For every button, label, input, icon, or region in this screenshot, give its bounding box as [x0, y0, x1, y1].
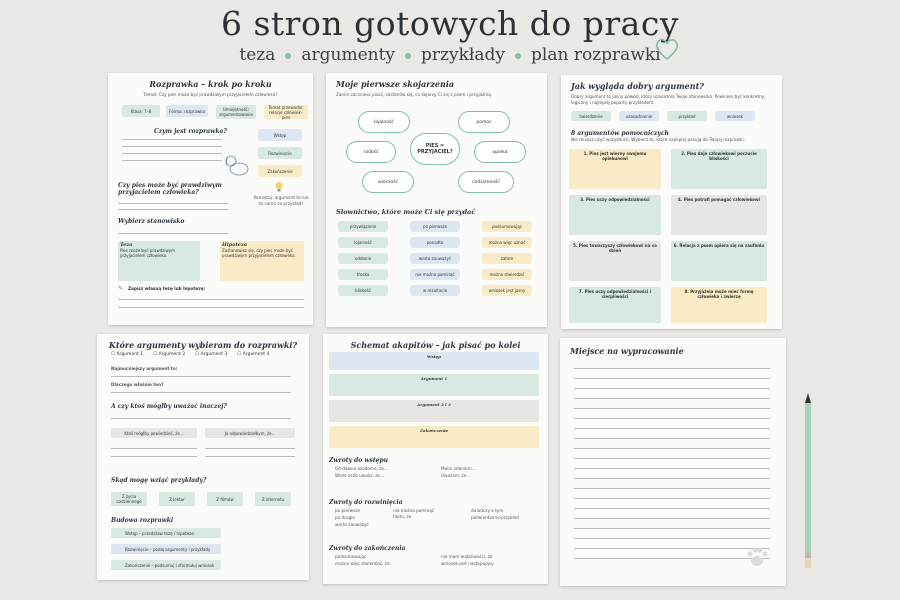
paw-icon — [744, 544, 770, 570]
vocab-chip: można więc uznać — [482, 237, 532, 248]
paragraph-block — [329, 400, 539, 422]
hypothesis-text: Zastanowisz się, czy pies może być prawdziwym przyjacielem człowieka. — [222, 248, 296, 258]
writing-line — [574, 408, 770, 409]
vocab-chip: w rezultacie — [410, 285, 460, 296]
checkbox-label: Argument 1 — [116, 352, 144, 357]
side-box: Wstęp — [258, 129, 302, 141]
pencil-icon: ✎ — [118, 285, 124, 292]
thesis-label: Teza — [120, 242, 133, 248]
writing-line — [574, 458, 770, 459]
section-heading: Zwroty do wstępu — [329, 457, 389, 464]
step-chip: przykład — [667, 111, 707, 121]
subtitle-item: przykłady — [421, 45, 506, 65]
writing-line — [574, 388, 770, 389]
worksheet-page-6 — [560, 338, 786, 586]
checkbox-label: Argument 3 — [200, 352, 228, 357]
vocab-chip: troska — [338, 269, 388, 280]
association-cloud: wierność — [362, 171, 414, 193]
vocab-chip: po pierwsze — [410, 221, 460, 232]
writing-line — [574, 538, 770, 539]
tag: Klasa: 7–8 — [122, 105, 160, 117]
argument-card: 6. Relacja z psem opiera się na zaufaniu — [671, 241, 767, 281]
vocab-chip: warto zauważyć — [410, 253, 460, 264]
field-label: Najmocniejszy argument to: — [111, 366, 178, 371]
phrase: po drugie — [335, 515, 355, 520]
write-prompt: Zapisz własną tezę lub hipotezę: — [128, 286, 206, 291]
plan-item: Zakończenie – podsumuj i sformułuj wniosek — [111, 560, 221, 570]
association-cloud: opieka — [474, 141, 526, 163]
vocab-chip: przywiązanie — [338, 221, 388, 232]
phrase: Wiele osób uważa, że… — [335, 473, 385, 478]
section-heading: 8 argumentów pomocniczych — [571, 130, 669, 137]
vocab-chip: można stwierdzić — [482, 269, 532, 280]
step-chip: twierdzenie — [571, 111, 611, 121]
writing-line — [574, 398, 770, 399]
writing-line — [574, 548, 770, 549]
phrase: potwierdza to przykład — [471, 515, 519, 520]
column-header: Ktoś mógłby powiedzieć, że... — [111, 428, 197, 438]
intro-text: Zanim zaczniesz pisać, zastanów się, co kojarzy Ci się z psem i przyjaźnią. — [336, 92, 492, 97]
tip-text: Pamiętaj: argument to nie to samo co przykład! — [253, 195, 309, 206]
phrase: warto zauważyć — [335, 522, 369, 527]
hypothesis-box — [220, 241, 304, 281]
dot-icon — [405, 53, 411, 59]
argument-checkbox[interactable]: ☐ Argument 1 — [111, 352, 144, 357]
plan-item: Wstęp – przedstaw tezę / hipotezę — [111, 528, 221, 538]
tag: Forma: rozprawka — [166, 105, 208, 117]
argument-checkbox[interactable]: ☐ Argument 2 — [153, 352, 186, 357]
dot-icon — [515, 53, 521, 59]
step-chip: wniosek — [715, 111, 755, 121]
argument-card: 1. Pies jest wierny swojemu opiekunowi — [569, 149, 661, 189]
center-cloud: PIES = PRZYJACIEL? — [410, 133, 460, 165]
checkbox-label: Argument 2 — [158, 352, 186, 357]
side-box: Rozwinięcie — [258, 147, 302, 159]
thesis-box — [118, 241, 200, 281]
source-chip: Z lektur — [159, 492, 195, 506]
hypothesis-label: Hipoteza — [222, 242, 248, 248]
side-box: Zakończenie — [258, 165, 302, 177]
association-cloud: codzienność — [458, 171, 514, 193]
writing-line — [574, 438, 770, 439]
dog-illustration-icon — [222, 151, 252, 177]
writing-line — [574, 368, 770, 369]
subtitle-item: plan rozprawki — [531, 45, 661, 65]
phrase: podsumowując — [335, 554, 367, 559]
phrase: Uważam, że… — [441, 473, 471, 478]
section-heading: Skąd mogę wziąć przykłady? — [111, 477, 207, 484]
argument-card: 2. Pies daje człowiekowi poczucie bliskości — [671, 149, 767, 189]
subtitle-item: argumenty — [301, 45, 396, 65]
argument-card: 5. Pies towarzyszy człowiekowi na co dzień — [569, 241, 661, 281]
vocab-chip: lojalność — [338, 237, 388, 248]
subtitle-item: teza — [239, 45, 276, 65]
writing-line — [574, 508, 770, 509]
argument-checkbox[interactable]: ☐ Argument 3 — [195, 352, 228, 357]
phrase: Moim zdaniem… — [441, 466, 476, 471]
section-heading: A czy ktoś mógłby uważać inaczej? — [111, 403, 227, 410]
association-cloud: lojalność — [358, 111, 410, 133]
thesis-text: Pies może być prawdziwym przyjacielem człowieka. — [120, 248, 175, 258]
phrase: można więc stwierdzić, że — [335, 561, 390, 566]
worksheet-page-3 — [561, 75, 782, 329]
block-label: Argument 1 — [420, 376, 448, 381]
argument-card: 4. Pies potrafi pomagać człowiekowi — [671, 195, 767, 235]
section-heading: Słownictwo, które może Ci się przydać — [336, 208, 476, 216]
tag: Umiejętność: argumentowanie — [216, 105, 256, 119]
pencil-icon — [804, 393, 812, 568]
association-cloud: radość — [346, 141, 396, 163]
argument-card: 8. Przyjaźnia może mieć formę człowieka i zwierzę — [671, 287, 767, 323]
paragraph-block — [329, 352, 539, 370]
source-chip: Z internetu — [255, 492, 291, 506]
writing-line — [574, 378, 770, 379]
writing-line — [574, 558, 770, 559]
writing-line — [574, 518, 770, 519]
step-chip: uzasadnienie — [619, 111, 659, 121]
page-title: Które argumenty wybieram do rozprawki? — [108, 340, 298, 350]
checkbox-row — [111, 352, 301, 357]
source-chip: Z filmów — [207, 492, 243, 506]
phrase: nie mam wątpliwości, że — [441, 554, 493, 559]
section-heading: Zwroty do zakończenia — [329, 545, 406, 552]
argument-card: 7. Pies uczy odpowiedzialności i cierpliwości — [569, 287, 661, 323]
page-title: Schemat akapitów – jak pisać po kolei — [350, 340, 521, 350]
source-chip: Z życia codziennego — [111, 492, 147, 506]
worksheet-page-4 — [97, 334, 309, 580]
worksheet-page-5 — [323, 334, 548, 584]
page-title: Rozprawka – krok po kroku — [149, 79, 272, 89]
block-label: Argument 2 i 3 — [417, 402, 451, 407]
section-heading: Wybierz stanowisko — [118, 218, 185, 225]
plan-item: Rozwinięcie – podaj argumenty i przykłady — [111, 544, 221, 554]
intro-text: Dobry argument to jasny powód, który uzasadnia Twoje stanowisko. Powinien być konkretny, logiczny i najlepiej poparty przykładem. — [571, 94, 766, 105]
vocab-chip: nie można pominąć — [410, 269, 460, 280]
association-cloud: pomoc — [458, 111, 510, 133]
worksheet-page-2 — [326, 73, 547, 327]
writing-line — [574, 478, 770, 479]
section-heading: Zwroty do rozwinięcia — [329, 499, 403, 506]
heart-icon — [653, 36, 681, 62]
vocab-chip: zatem — [482, 253, 532, 264]
page-title: Moje pierwsze skojarzenia — [336, 79, 455, 89]
phrase: świadczy o tym — [471, 508, 504, 513]
writing-line — [574, 488, 770, 489]
paragraph-block — [329, 374, 539, 396]
section-heading: Budowa rozprawki — [111, 517, 174, 524]
writing-line — [574, 428, 770, 429]
phrase: Od dawna wiadomo, że… — [335, 466, 389, 471]
phrase: nie można pominąć faktu, że — [393, 508, 435, 519]
section-heading: Czy pies może być prawdziwym przyjacielem człowieka? — [118, 182, 222, 196]
writing-line — [574, 468, 770, 469]
column-header: Ja odpowiedziałbym, że... — [205, 428, 295, 438]
checkbox-label: Argument 4 — [242, 352, 270, 357]
page-title: Miejsce na wypracowanie — [570, 346, 684, 356]
banner-title: 6 stron gotowych do pracy — [221, 4, 679, 43]
bulb-icon — [274, 181, 284, 193]
block-label: Wstęp — [427, 354, 441, 359]
paragraph-block — [329, 426, 539, 448]
banner-subtitle — [0, 45, 900, 65]
block-label: Zakończenie — [419, 428, 449, 433]
section-heading: Czym jest rozprawka? — [154, 128, 227, 135]
writing-line — [574, 528, 770, 529]
writing-line — [574, 498, 770, 499]
vocab-chip: podsumowując — [482, 221, 532, 232]
vocab-chip: bliskość — [338, 285, 388, 296]
writing-line — [574, 418, 770, 419]
vocab-chip: ponadto — [410, 237, 460, 248]
section-intro: Nie musisz użyć wszystkich. Wybierz te, które najlepiej pasują do Twojej rozprawki. — [571, 137, 745, 142]
topic-text: Temat: Czy pies może być prawdziwym przyjacielem człowieka? — [143, 92, 278, 97]
vocab-chip: oddanie — [338, 253, 388, 264]
page-title: Jak wygląda dobry argument? — [571, 81, 704, 91]
field-label: Dlaczego właśnie ten? — [111, 382, 164, 387]
argument-card: 3. Pies uczy odpowiedzialności — [569, 195, 661, 235]
tag: Temat przewodni: relacje człowiek–pies — [264, 105, 308, 119]
writing-line — [574, 448, 770, 449]
worksheet-page-1 — [108, 73, 313, 325]
phrase: po pierwsze — [335, 508, 361, 513]
phrase: wniosek jest następujący — [441, 561, 494, 566]
argument-checkbox[interactable]: ☐ Argument 4 — [237, 352, 270, 357]
vocab-chip: wniosek jest jasny — [482, 285, 532, 296]
dot-icon — [285, 53, 291, 59]
